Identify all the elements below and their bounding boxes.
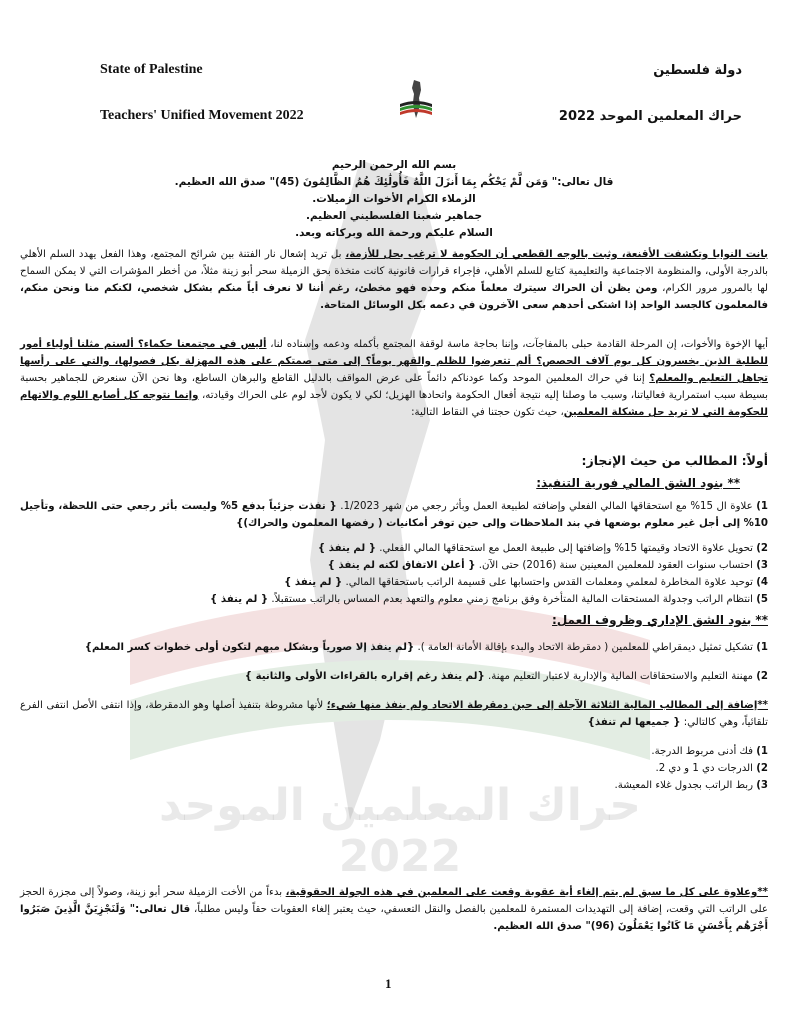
admin-item-1: 1) تشكيل تمثيل ديمقراطي للمعلمين ( دمقرطة الاتحاد والبدء بإقالة الأمانة العامة ). {لم ينفذ إلا صورياً وبشكل مبهم لتكون أولى خطوات كسر المعلم} — [84, 642, 768, 653]
financial-item-4: 4) توحيد علاوة المخاطرة لمعلمي ومعلمات القدس واحتسابها على قسيمة الراتب باستحقاقها المالي. { لم ينفذ } — [284, 577, 768, 588]
financial-heading: ** بنود الشق المالي فورية التنفيذ: — [536, 476, 740, 490]
deferred-item-3: 3) ربط الراتب بجدول غلاء المعيشة. — [614, 780, 768, 791]
deferred-demands-intro: **إضافة إلى المطالب المالية الثلاثة الآجلة إلى حين دمقرطة الاتحاد ولم ينفذ منها شيء؛ لأنها مشروطة بتنفيذ أصلها وهو الدمقرطة، وإذا انتفى الأصل انتفى الفرع تلقائياً، وهي كالتالي: { جميعها لم تنفذ} — [20, 700, 768, 728]
opening-block — [20, 157, 768, 242]
greeting-colleagues: الزملاء الكرام الأخوات الزميلات. — [312, 193, 476, 205]
status-badge: {لم ينفذ رغم إقراره بالقراءات الأولى والثانية } — [244, 671, 485, 682]
section-title: أولاً: المطالب من حيث الإنجاز: — [581, 453, 768, 468]
status-badge: { لم ينفذ } — [284, 577, 343, 588]
paragraph-1 — [20, 246, 768, 314]
financial-item-3: 3) احتساب سنوات العقود للمعلمين المعينين سنة (2016) حتى الآن. { أعلن الاتفاق لكنه لم ينفذ } — [327, 560, 768, 571]
closing-lead: **وعلاوة على كل ما سبق لم يتم إلغاء أية عقوبة وقعت على المعلمين في هذه الجولة الحقوقية، — [285, 887, 768, 898]
deferred-item-1: 1) فك أدنى مربوط الدرجة. — [651, 746, 768, 757]
admin-item-2: 2) مهننة التعليم والاستحقاقات المالية والإدارية لاعتبار التعليم مهنة. {لم ينفذ رغم إقراره بالقراءات الأولى والثانية } — [244, 671, 768, 682]
opening-verse: قال تعالى:" وَمَن لَّمْ يَحْكُم بِمَا أَنزَلَ اللَّهُ فَأُولَٰئِكَ هُمُ الظَّالِمُونَ (45)" صدق الله العظيم. — [174, 176, 614, 188]
status-badge: { جميعها لم تنفذ} — [587, 717, 681, 728]
closing-verse: قال تعالى:" وَلَنَجْزِيَنَّ الَّذِينَ صَبَرُوا أَجْرَهُم بِأَحْسَنِ مَا كَانُوا يَعْمَلُونَ (96)" صدق الله العظيم. — [20, 904, 768, 932]
administrative-heading: ** بنود الشق الإداري وظروف العمل: — [552, 613, 768, 627]
deferred-item-2: 2) الدرجات دي 1 و دي 2. — [655, 763, 768, 774]
status-badge: { نفذت جزئياً بدفع 5% وليست بأثر رجعي حتى اللحظة، وتأجيل 10% إلى أجل غير معلوم بوضعها في بند الملاحظات وإلى حين توفر أمكانيات ( رفضها المعلمون والحراك)} — [20, 501, 768, 529]
para1-solidarity: ومن يظن أن الحراك سيترك معلماً منكم وحده فهو مخطئ، رغم أننا لا نعرف أياً منكم بشكل شخصي، لكنكم منا ونحن منكم، فالمعلمون كالجسد الواحد إذا اشتكى أحدهم سعى الآخرون في دعمه بكل الوسائل المتاحة. — [20, 283, 768, 311]
page-number: 1 — [385, 976, 392, 991]
para2-end: ، حيث تكون حجتنا في النقاط التالية: — [411, 407, 564, 418]
paragraph-2 — [20, 336, 768, 421]
greeting-public: جماهير شعبنا الفلسطيني العظيم. — [305, 210, 483, 222]
para1-body: بل تريد إشعال نار الفتنة بين شرائح المجتمع، وهذا الفعل يهدد السلم الأهلي بالدرجة الأولى، والمنظومة الاجتماعية والتعليمية كتابع للسلم الأهلي، فإجراء قرارات قانونية كانت متخذة بحق الزميلة سحر أبو زينة مثلاً، من أخطر المؤشرات التي لا يمكن السماح لها بالمرور مرور الكرام، — [20, 249, 768, 294]
para2-questions: أليس في مجتمعنا حكماء؟ ألستم مثلنا أولياء أمور للطلبة الذين يخسرون كل يوم آلاف الحصص؟ ألم تتعرضوا للظلم والقهر يوماً؟ إلى متى صمتكم على هذه المهزلة بكل فصولها، والتي على رأسها تجاهل التعليم والمعلم؟ — [20, 339, 769, 384]
financial-item-1: 1) علاوة ال 15% مع استحقاقها المالي الفعلي وإضافته لطبيعة العمل وبأثر رجعي من شهر 1/2023. { نفذت جزئياً بدفع 5% وليست بأثر رجعي حتى اللحظة، وتأجيل 10% إلى أجل غير معلوم بوضعها في بند الملاحظات وإلى حين توفر أمكانيات ( رفضها المعلمون والحراك)} — [20, 501, 768, 529]
financial-item-2: 2) تحويل علاوة الاتحاد وقيمتها 15% وإضافتها إلى طبيعة العمل مع استحقاقها المالي الفعلي. { لم ينفذ } — [317, 543, 768, 554]
para1-lead: بانت النوايا وتكشفت الأقنعة، وثبت بالوجه القطعي أن الحكومة لا ترغب بحل للأزمة، — [345, 249, 768, 260]
status-badge: { لم ينفذ } — [317, 543, 377, 554]
para2-intro: أيها الإخوة والأخوات، إن المرحلة القادمة حبلى بالمفاجآت، وإننا بحاجة ماسة لوقفة المجتمع بأكمله ودعمه وإسناده لنا، — [266, 339, 768, 350]
header-movement-ar: حراك المعلمين الموحد 2022 — [558, 109, 742, 124]
para2-body: إننا في حراك المعلمين الموحد وكما عودناكم دائماً على عرض المواقف بالدليل القاطع والبرهان الساطع، وها نحن الآن سنعرض للجماهير بحسبة بسيطة سبب استمرارية فعالياتنا، وسبب ما وصلنا إليه نتيجة أفعال الحكومة واتحادها الهزيل؛ لكي لا يكون لأحد لوم على الحراك وقيادته، — [20, 373, 768, 401]
header-state-en: State of Palestine — [100, 62, 203, 77]
basmala: بسم الله الرحمن الرحيم — [331, 159, 457, 171]
section-achievements — [20, 452, 768, 794]
header-state-ar: دولة فلسطين — [653, 63, 742, 78]
closing-paragraph — [20, 884, 768, 935]
status-badge: { أعلن الاتفاق لكنه لم ينفذ } — [327, 560, 476, 571]
financial-item-5: 5) انتظام الراتب وجدولة المستحقات المالية المتأخرة وفق برنامج زمني معلوم والتعهد بعدم المساس بالراتب مستقبلاً. { لم ينفذ } — [210, 594, 768, 605]
status-badge: { لم ينفذ } — [210, 594, 269, 605]
watermark-text: حراك المعلمين الموحد 2022 — [159, 780, 641, 882]
closing-body: بدءاً من الأخت الزميلة سحر أبو زينة، وصولاً إلى مجزرة الحجز على الراتب التي وقعت، إضافة إلى التهديدات المستمرة للمعلمين بالفصل والنقل التعسفي، حيث يعتبر إلغاء العقوبات حقاً وليس مطلباً، — [20, 887, 768, 915]
header-movement-en: Teachers' Unified Movement 2022 — [100, 108, 304, 123]
status-badge: {لم ينفذ إلا صورياً وبشكل مبهم لتكون أولى خطوات كسر المعلم} — [84, 642, 415, 653]
para2-blame: وإنما نتوجه كل أصابع اللوم والاتهام للحكومة التي لا تريد حل مشكلة المعلمين — [20, 390, 768, 418]
palestine-map-flag-emblem-icon — [398, 78, 434, 120]
greeting-salutation: السلام عليكم ورحمة الله وبركاته وبعد. — [295, 227, 493, 239]
